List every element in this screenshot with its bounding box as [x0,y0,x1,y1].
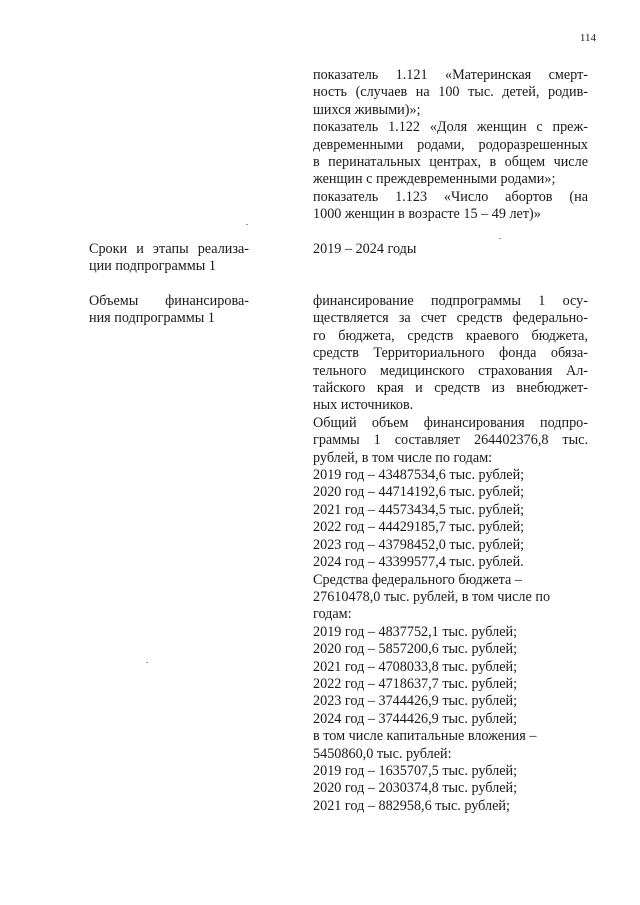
indicator-line: показатель 1.121 «Материнская смерт- [313,67,588,83]
funding-line: 2023 год – 3744426,9 тыс. рублей; [313,693,518,710]
funding-line: 2024 год – 43399577,4 тыс. рублей. [313,554,524,571]
funding-line: 2019 год – 43487534,6 тыс. рублей; [313,467,525,484]
scan-speck [146,662,148,663]
funding-line: Средства федерального бюджета – [313,571,522,588]
timing-value: 2019 – 2024 годы [313,241,417,257]
funding-line: 2021 год – 4708033,8 тыс. рублей; [313,658,518,675]
funding-line: 2020 год – 44714192,6 тыс. рублей; [313,484,525,501]
indicator-line: ность (случаев на 100 тыс. детей, родив- [313,84,588,101]
funding-line: 2024 год – 3744426,9 тыс. рублей; [313,710,518,727]
funding-line: 2019 год – 4837752,1 тыс. рублей; [313,623,518,640]
funding-line: 2022 год – 44429185,7 тыс. рублей; [313,519,525,536]
funding-line: ных источников. [313,397,414,414]
funding-label [89,293,249,328]
page-number: 114 [579,32,596,44]
funding-line: 2022 год – 4718637,7 тыс. рублей; [313,675,518,692]
funding-line: 2021 год – 882958,6 тыс. рублей; [313,797,510,814]
indicator-line: в перинатальных центрах, в общем числе [313,154,588,171]
funding-line: 5450860,0 тыс. рублей: [313,745,452,762]
funding-line: средств Территориального фонда обяза- [313,345,588,362]
funding-line: 2020 год – 5857200,6 тыс. рублей; [313,641,518,658]
funding-line: Общий объем финансирования подпро- [313,414,588,431]
indicator-line: показатель 1.122 «Доля женщин с преж- [313,119,588,136]
timing-label-line: ции подпрограммы 1 [89,258,216,275]
indicator-line: шихся живыми)»; [313,101,421,118]
funding-line: 2020 год – 2030374,8 тыс. рублей; [313,780,518,797]
indicators-block [313,67,588,224]
funding-line: финансирование подпрограммы 1 осу- [313,293,588,309]
funding-line: ществляется за счет средств федерально- [313,310,588,327]
timing-label [89,241,249,276]
indicator-line: девременными родами, родоразрешенных [313,136,588,153]
timing-label-line: Сроки и этапы реализа- [89,241,249,257]
funding-label-line: ния подпрограммы 1 [89,310,215,327]
funding-block [313,293,588,815]
funding-line: го бюджета, средств краевого бюджета, [313,327,588,344]
funding-label-line: Объемы финансирова- [89,293,249,309]
funding-line: граммы 1 составляет 264402376,8 тыс. [313,432,588,449]
indicator-line: 1000 женщин в возрасте 15 – 49 лет)» [313,206,541,223]
funding-line: 2023 год – 43798452,0 тыс. рублей; [313,536,525,553]
funding-line: годам: [313,606,352,623]
indicator-line: показатель 1.123 «Число абортов (на [313,188,588,205]
indicator-line: женщин с преждевременными родами»; [313,171,556,188]
funding-line: в том числе капитальные вложения – [313,728,537,745]
scan-speck [499,238,501,239]
funding-line: 2021 год – 44573434,5 тыс. рублей; [313,501,525,518]
funding-line: 27610478,0 тыс. рублей, в том числе по [313,588,551,605]
funding-line: тайского края и средств из внебюджет- [313,380,588,397]
scan-speck [246,224,248,225]
funding-line: 2019 год – 1635707,5 тыс. рублей; [313,762,518,779]
funding-line: рублей, в том числе по годам: [313,449,493,466]
funding-line: тельного медицинского страхования Ал- [313,362,588,379]
